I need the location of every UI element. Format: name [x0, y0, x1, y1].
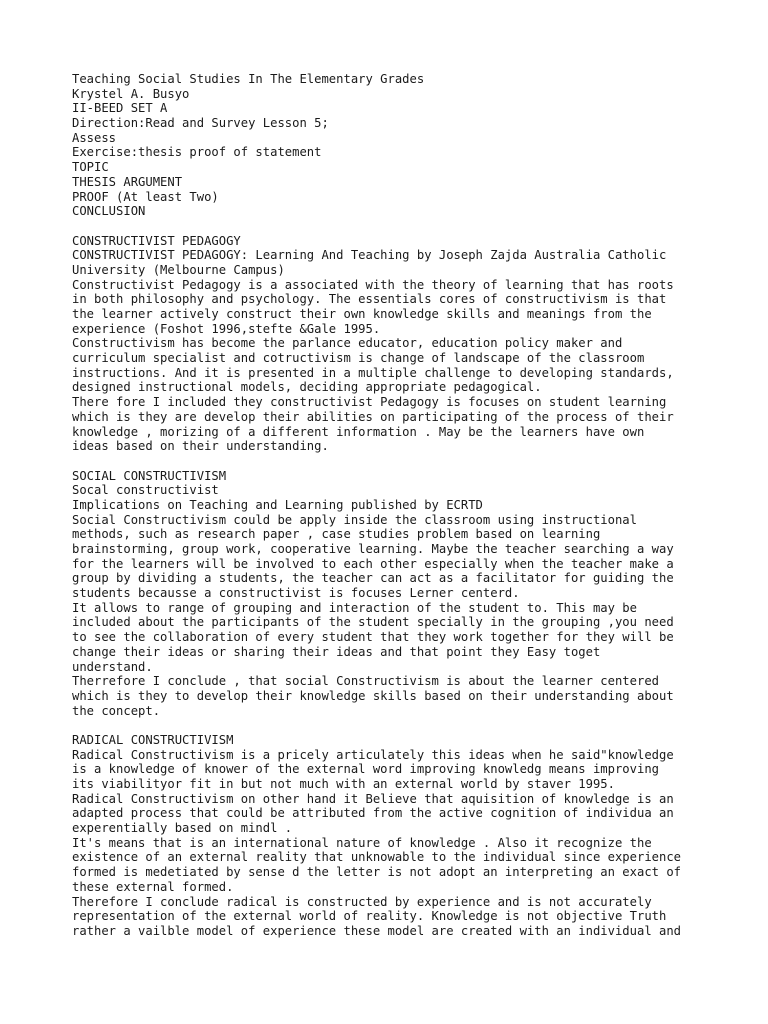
- spacer: [72, 454, 702, 469]
- text-line: its viabilityor fit in but not much with an external world by staver 1995.: [72, 777, 615, 791]
- text-line: Constructivism has become the parlance educator, education policy maker and: [72, 336, 623, 351]
- text-line: the learner actively construct their own knowledge skills and meanings from the: [72, 307, 652, 321]
- proof-label: PROOF (At least Two): [72, 189, 219, 204]
- section-constructivist-pedagogy: [72, 234, 702, 454]
- section-heading: SOCIAL CONSTRUCTIVISM: [72, 468, 227, 483]
- text-line: designed instructional models, deciding appropriate pedagogical.: [72, 380, 542, 395]
- text-line: Implications on Teaching and Learning published by ECRTD: [72, 497, 483, 512]
- text-line: is a knowledge of knower of the external word improving knowledg means improving: [72, 762, 659, 777]
- text-line: included about the participants of the student specially in the grouping ,you need: [72, 615, 674, 630]
- text-line: existence of an external reality that unknowable to the individual since experience: [72, 850, 682, 865]
- spacer: [72, 718, 702, 733]
- thesis-argument-label: THESIS ARGUMENT: [72, 174, 183, 189]
- text-line: Social Constructivism could be apply inside the classroom using instructional: [72, 512, 637, 527]
- exercise-line: Exercise:thesis proof of statement: [72, 145, 322, 160]
- text-line: Radical Constructivism on other hand it Believe that aquisition of knowledge is an: [72, 791, 674, 806]
- text-line: Therefore I conclude radical is constructed by experience and is not accurately: [72, 894, 652, 909]
- section-heading: RADICAL CONSTRUCTIVISM: [72, 732, 234, 747]
- text-line: representation of the external world of reality. Knowledge is not objective Truth: [72, 909, 667, 924]
- text-line: ideas based on their understanding.: [72, 439, 329, 454]
- text-line: Therrefore I conclude , that social Constructivism is about the learner centered: [72, 674, 659, 689]
- conclusion-label: CONCLUSION: [72, 204, 146, 219]
- text-line: which is they are develop their abilities on participating of the process of their: [72, 409, 674, 424]
- spacer: [72, 219, 702, 234]
- text-line: Constructivist Pedagogy is a associated with the theory of learning that has roots: [72, 277, 674, 292]
- text-line: CONSTRUCTIVIST PEDAGOGY: Learning And Teaching by Joseph Zajda Australia Catholic: [72, 248, 667, 263]
- section-social-constructivism: [72, 469, 702, 719]
- text-line: brainstorming, group work, cooperative learning. Maybe the teacher searching a way: [72, 542, 674, 556]
- section-radical-constructivism: [72, 733, 702, 939]
- text-line: Socal constructivist: [72, 483, 219, 498]
- text-line: for the learners will be involved to each other especially when the teacher make a: [72, 556, 674, 571]
- text-line: formed is medetiated by sense d the letter is not adopt an interpreting an exact of: [72, 865, 682, 880]
- text-line: these external formed.: [72, 879, 234, 894]
- document-page: [72, 72, 702, 939]
- text-line: rather a vailble model of experience these model are created with an individual and: [72, 923, 682, 938]
- text-line: It allows to range of grouping and interaction of the student to. This may be: [72, 600, 637, 615]
- text-line: University (Melbourne Campus): [72, 262, 285, 277]
- topic-label: TOPIC: [72, 160, 109, 175]
- text-line: curriculum specialist and cotructivism is change of landscape of the classroom: [72, 351, 645, 366]
- text-line: experentially based on mindl .: [72, 821, 293, 836]
- text-line: knowledge , morizing of a different information . May be the learners have own: [72, 424, 645, 439]
- text-line: instructions. And it is presented in a multiple challenge to developing standards,: [72, 365, 674, 380]
- text-line: methods, such as research paper , case studies problem based on learning: [72, 527, 601, 542]
- text-line: group by dividing a students, the teacher can act as a facilitator for guiding the: [72, 571, 674, 586]
- author-name: Krystel A. Busyo: [72, 86, 190, 101]
- text-line: understand.: [72, 659, 153, 674]
- text-line: the concept.: [72, 703, 161, 718]
- header-block: [72, 72, 702, 219]
- text-line: students becausse a constructivist is focuses Lerner centerd.: [72, 586, 520, 601]
- text-line: change their ideas or sharing their ideas and that point they Easy toget: [72, 644, 601, 659]
- text-line: in both philosophy and psychology. The essentials cores of constructivism is that: [72, 292, 667, 307]
- text-line: to see the collaboration of every student that they work together for they will be: [72, 630, 674, 645]
- document-title: Teaching Social Studies In The Elementary Grades: [72, 72, 425, 86]
- text-line: experience (Foshot 1996,stefte &Gale 1995.: [72, 321, 381, 336]
- text-line: which is they to develop their knowledge skills based on their understanding about: [72, 688, 674, 703]
- text-line: It's means that is an international nature of knowledge . Also it recognize the: [72, 835, 652, 850]
- text-line: adapted process that could be attributed from the active cognition of individua an: [72, 806, 674, 821]
- assess-line: Assess: [72, 130, 117, 145]
- section-heading: CONSTRUCTIVIST PEDAGOGY: [72, 233, 241, 248]
- direction-line: Direction:Read and Survey Lesson 5;: [72, 116, 329, 131]
- class-section: II-BEED SET A: [72, 101, 168, 116]
- text-line: Radical Constructivism is a pricely articulately this ideas when he said"knowledge: [72, 747, 674, 762]
- text-line: There fore I included they constructivist Pedagogy is focuses on student learning: [72, 395, 667, 410]
